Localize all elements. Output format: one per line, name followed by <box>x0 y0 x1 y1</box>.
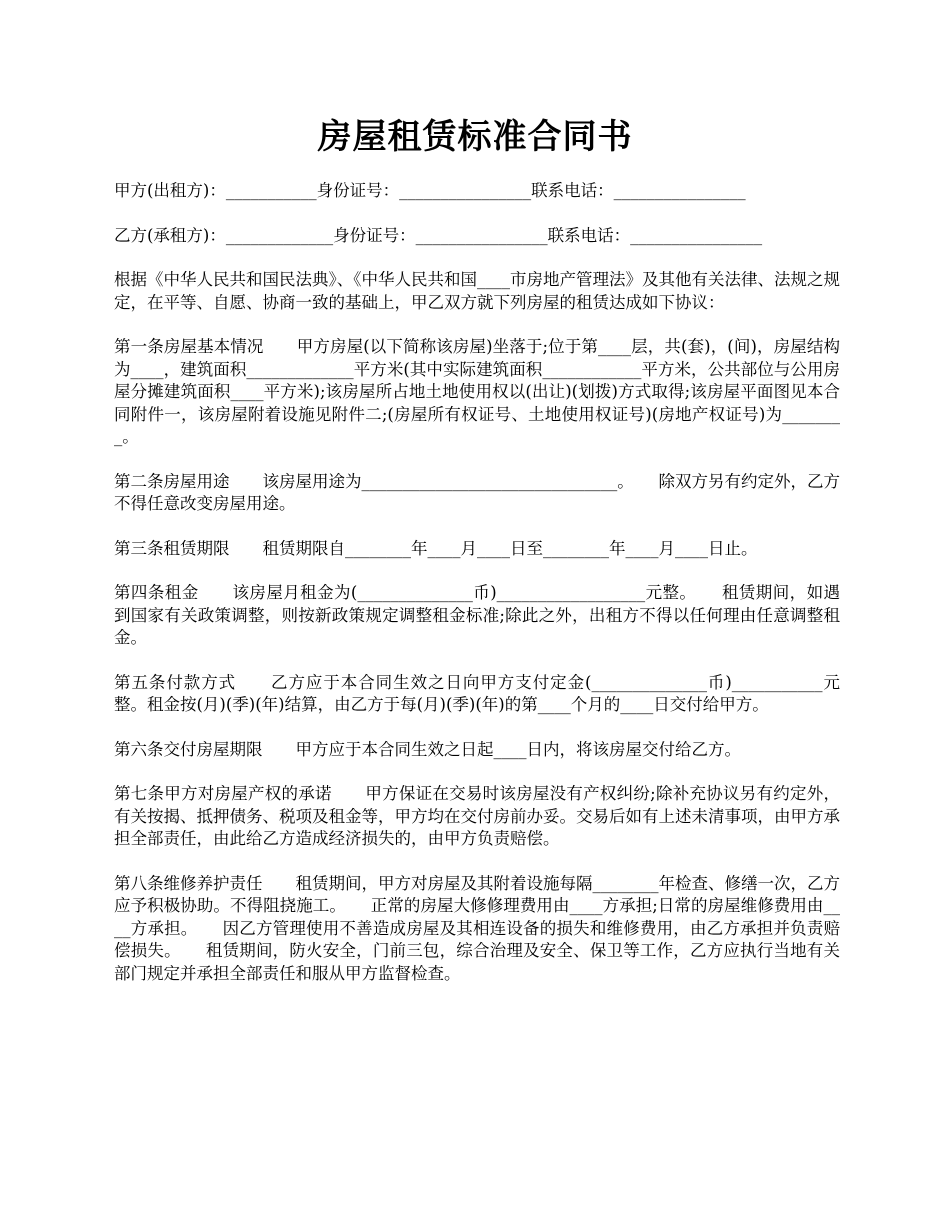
article-4-rent: 第四条租金 该房屋月租金为(______________币)__________________元整。 租赁期间，如遇到国家有关政策调整，则按新政策规定调整租金标准;除此之外，出租方不得以任何理由任意调整租金。 <box>114 583 840 647</box>
article-8-maintenance: 第八条维修养护责任 租赁期间，甲方对房屋及其附着设施每隔________年检查、修缮一次，乙方应予积极协助。不得阻挠施工。 正常的房屋大修修理费用由____方承担;日常的房屋维修费用由____方承担。 因乙方管理使用不善造成房屋及其相连设备的损失和维修费用，由乙方承担并负责赔偿损失。 租赁期间，防火安全，门前三包，综合治理及安全、保卫等工作，乙方应执行当地有关部门规定并承担全部责任和服从甲方监督检查。 <box>114 873 840 983</box>
document-title: 房屋租赁标准合同书 <box>317 117 633 157</box>
article-2-usage: 第二条房屋用途 该房屋用途为_______________________________。 除双方另有约定外，乙方不得任意改变房屋用途。 <box>114 471 840 513</box>
party-b-info: 乙方(承租方)：_____________身份证号：________________联系电话：________________ <box>114 225 763 245</box>
article-6-delivery: 第六条交付房屋期限 甲方应于本合同生效之日起____日内，将该房屋交付给乙方。 <box>114 739 741 759</box>
preamble: 根据《中华人民共和国民法典》、《中华人民共和国____市房地产管理法》及其他有关法律、法规之规定，在平等、自愿、协商一致的基础上，甲乙双方就下列房屋的租赁达成如下协议： <box>114 270 840 312</box>
article-3-term: 第三条租赁期限 租赁期限自________年____月____日至________年____月____日止。 <box>114 538 758 558</box>
article-1-property-info: 第一条房屋基本情况 甲方房屋(以下简称该房屋)坐落于;位于第____层，共(套)，(间)，房屋结构为____，建筑面积_____________平方米(其中实际建筑面积____________平方米，公共部位与公用房屋分摊建筑面积____平方米);该房屋所占地土地使用权以(出让)(划拨)方式取得;该房屋平面图见本合同附件一，该房屋附着设施见附件二;(房屋所有权证号、土地使用权证号)(房地产权证号)为________。 <box>114 337 840 446</box>
article-7-ownership-promise: 第七条甲方对房屋产权的承诺 甲方保证在交易时该房屋没有产权纠纷;除补充协议另有约定外，有关按揭、抵押债务、税项及租金等，甲方均在交付房前办妥。交易后如有上述未清事项，由甲方承担全部责任，由此给乙方造成经济损失的，由甲方负责赔偿。 <box>114 784 840 848</box>
article-5-payment: 第五条付款方式 乙方应于本合同生效之日向甲方支付定金(______________币)___________元整。租金按(月)(季)(年)结算，由乙方于每(月)(季)(年)的第____个月的____日交付给甲方。 <box>114 672 840 714</box>
document-body <box>114 180 840 1007</box>
party-a-info: 甲方(出租方)：___________身份证号：________________联系电话：________________ <box>114 181 746 200</box>
